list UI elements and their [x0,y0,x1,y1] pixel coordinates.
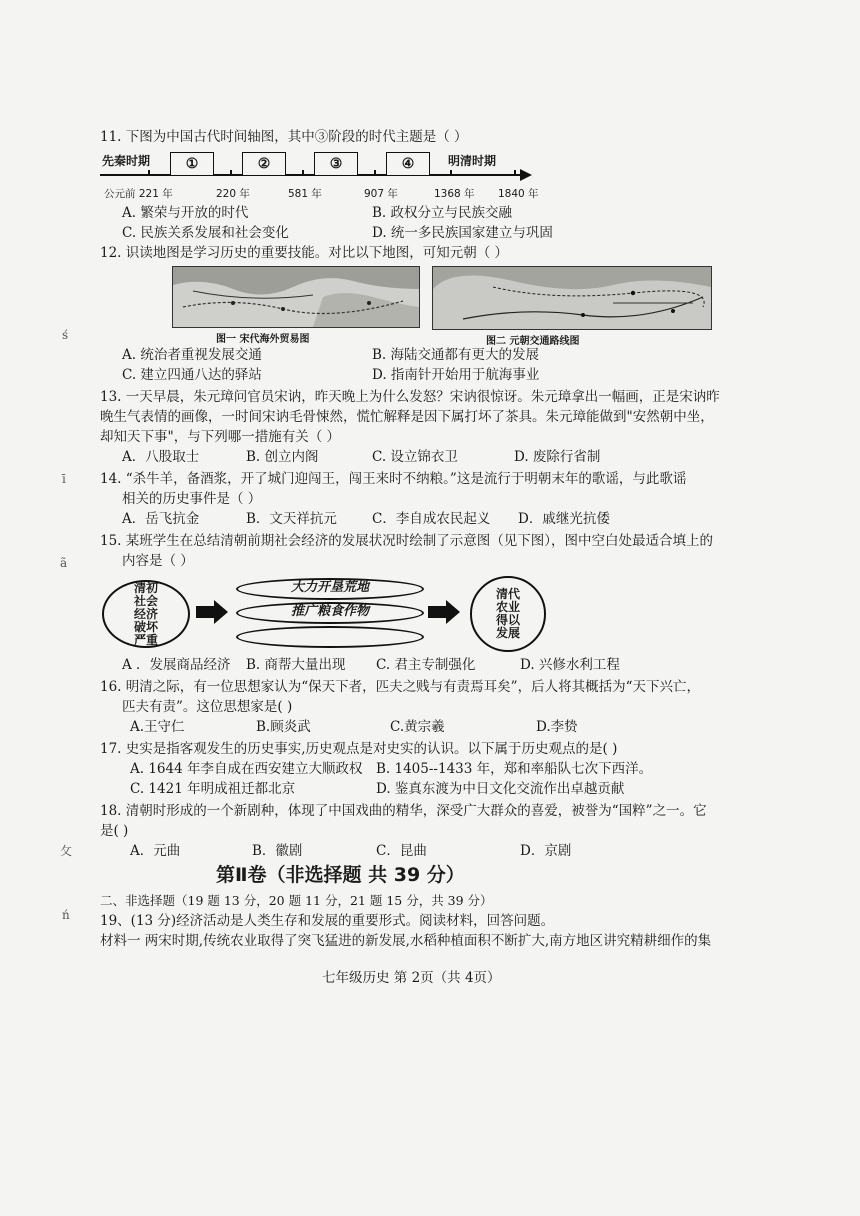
q19-stem: 19、(13 分)经济活动是人类生存和发展的重要形式。阅读材料，回答问题。 [100,913,555,929]
section-2-subtitle: 二、非选择题（19 题 13 分，20 题 11 分，21 题 15 分，共 39 分） [100,893,493,908]
edge-mark: ś [62,328,69,342]
diagram-end-text: 得以 [495,613,520,627]
q17-option-c[interactable]: C. 1421 年明成祖迁都北京 [130,781,296,797]
diagram-blank-item [236,626,424,648]
q12-option-c[interactable]: C. 建立四通八达的驿站 [122,367,262,383]
timeline-tick-label: 220 年 [216,188,250,200]
edge-mark: ã [60,556,68,570]
diagram-start-text: 严重 [133,632,158,647]
diagram-start-text: 破坏 [133,619,158,634]
timeline-box-4: ④ [386,152,430,176]
diagram-end-text: 清代 [495,587,520,601]
q13-option-b[interactable]: B. 创立内阁 [246,449,319,465]
q11-option-a[interactable]: A. 繁荣与开放的时代 [122,205,249,221]
q14-option-c[interactable]: C．李自成农民起义 [372,511,491,527]
q15-option-d[interactable]: D. 兴修水利工程 [520,657,620,673]
timeline-tick-label: 907 年 [364,188,398,200]
q16-option-a[interactable]: A.王守仁 [130,719,185,735]
timeline-left-label: 先秦时期 [102,154,151,168]
timeline-tick [450,170,452,176]
diagram-middle-item: 大力开垦荒地 [236,578,424,600]
timeline-tick [302,170,304,176]
timeline-tick [514,170,516,176]
q16-option-d[interactable]: D.李贽 [536,719,578,735]
page-footer: 七年级历史 第 2页（共 4页） [322,970,501,986]
q12-option-b[interactable]: B. 海陆交通都有更大的发展 [372,347,540,363]
timeline-box-1: ① [170,152,214,176]
q15-option-b[interactable]: B. 商帮大量出现 [246,657,346,673]
q14-option-d[interactable]: D．戚继光抗倭 [518,511,610,527]
diagram-middle-item: 推广粮食作物 [236,602,424,624]
q18-option-b[interactable]: B．徽剧 [252,843,303,859]
diagram-arrow-icon [428,600,462,624]
yuan-transport-map-image [432,266,712,330]
diagram-arrow-icon [196,600,230,624]
song-trade-map-image [172,266,420,328]
q18-line: 18. 清朝时形成的一个新剧种，体现了中国戏曲的精华，深受广大群众的喜爱，被誉为“国粹”之一。它 [100,803,707,819]
timeline-tick [148,170,150,176]
q14-option-b[interactable]: B．文天祥抗元 [246,511,337,527]
timeline-tick-label: 581 年 [288,188,322,200]
section-2-title: 第Ⅱ卷（非选择题 共 39 分） [216,864,465,886]
map1-caption: 图一 宋代海外贸易图 [216,334,310,345]
diagram-start-text: 清初 [133,580,158,595]
q18-option-a[interactable]: A．元曲 [130,843,181,859]
q12-stem: 12. 识读地图是学习历史的重要技能。对比以下地图，可知元朝（ ） [100,245,509,261]
diagram-end-oval [470,576,546,652]
q17-option-a[interactable]: A. 1644 年李自成在西安建立大顺政权 [130,761,363,777]
diagram-end-text: 农业 [495,600,520,614]
edge-mark: ī [62,472,66,486]
q18-option-c[interactable]: C．昆曲 [376,843,427,859]
timeline-tick [230,170,232,176]
timeline-box-3: ③ [314,152,358,176]
q13-option-c[interactable]: C. 设立锦衣卫 [372,449,458,465]
q11-stem: 11. 下图为中国古代时间轴图，其中③阶段的时代主题是（ ） [100,129,468,145]
diagram-end-text: 发展 [495,626,520,640]
q14-line: 相关的历史事件是（ ） [122,491,262,507]
q12-option-d[interactable]: D. 指南针开始用于航海事业 [372,367,540,383]
q17-option-b[interactable]: B. 1405--1433 年，郑和率船队七次下西洋。 [376,761,653,777]
q11-option-c[interactable]: C. 民族关系发展和社会变化 [122,225,289,241]
timeline-tick-label: 1840 年 [498,188,539,200]
q15-diagram [100,576,740,656]
q11-option-b[interactable]: B. 政权分立与民族交融 [372,205,513,221]
q15-option-c[interactable]: C. 君主专制强化 [376,657,476,673]
q17-option-d[interactable]: D. 鉴真东渡为中日文化交流作出卓越贡献 [376,781,625,797]
q14-line: 14. “杀牛羊，备酒浆，开了城门迎闯王，闯王来时不纳粮。”这是流行于明朝末年的歌谣，与此歌谣 [100,471,687,487]
diagram-start-text: 经济 [133,606,158,621]
q15-line: 15. 某班学生在总结清朝前期社会经济的发展状况时绘制了示意图（见下图），图中空白处最适合填上的 [100,533,714,549]
q17-stem: 17. 史实是指客观发生的历史事实,历史观点是对史实的认识。以下属于历史观点的是( ) [100,741,618,757]
q13-line: 13. 一天早晨，朱元璋问官员宋讷，昨天晚上为什么发怒？宋讷很惊讶。朱元璋拿出一幅画，正是宋讷昨 [100,389,720,405]
q13-line: 却知天下事"，与下列哪一措施有关（ ） [100,429,341,445]
q13-line: 晚生气表情的画像，一时间宋讷毛骨悚然，慌忙解释是因下属打坏了茶具。朱元璋能做到"安然朝中坐， [100,409,714,425]
q11-option-d[interactable]: D. 统一多民族国家建立与巩固 [372,225,553,241]
q14-option-a[interactable]: A．岳飞抗金 [122,511,200,527]
map2-caption: 图二 元朝交通路线图 [486,336,580,347]
q12-option-a[interactable]: A. 统治者重视发展交通 [122,347,262,363]
timeline-right-label: 明清时期 [448,154,497,168]
diagram-start-oval [102,580,190,648]
timeline-tick [374,170,376,176]
timeline-tick-label: 公元前 221 年 [104,188,173,200]
q16-line: 16. 明清之际，有一位思想家认为“保天下者，匹夫之贱与有责焉耳矣”，后人将其概括为“天下兴亡， [100,679,700,695]
q15-line: 内容是（ ） [122,553,194,569]
q18-option-d[interactable]: D．京剧 [520,843,572,859]
diagram-start-text: 社会 [133,593,158,608]
q19-material-1: 材料一 两宋时期,传统农业取得了突飞猛进的新发展,水稻种植面积不断扩大,南方地区讲究精耕细作的集 [100,933,712,949]
q15-option-a[interactable]: A ．发展商品经济 [122,657,231,673]
timeline-arrow-icon [520,169,532,181]
edge-mark: ń [62,908,70,922]
q18-line: 是( ) [100,823,129,839]
timeline-tick-label: 1368 年 [434,188,475,200]
q16-line: 匹夫有责”。这位思想家是( ) [122,699,293,715]
q13-option-a[interactable]: A．八股取士 [122,449,200,465]
q11-timeline [100,148,540,210]
timeline-axis [100,174,520,176]
q16-option-c[interactable]: C.黄宗羲 [390,719,445,735]
edge-mark: 攵 [60,844,73,858]
q13-option-d[interactable]: D. 废除行省制 [514,449,601,465]
timeline-box-2: ② [242,152,286,176]
q16-option-b[interactable]: B.顾炎武 [256,719,311,735]
